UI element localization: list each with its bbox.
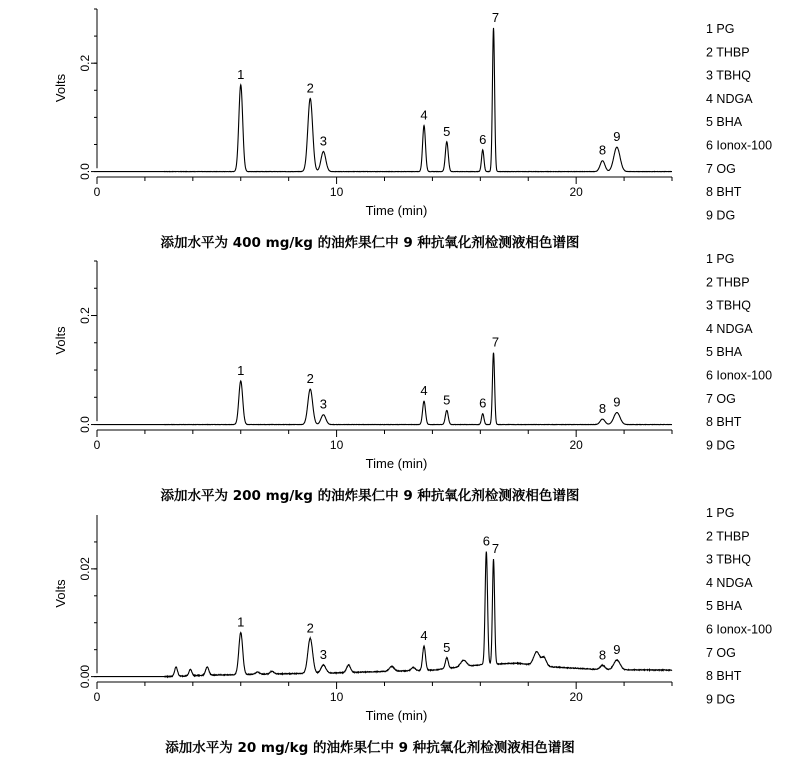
peak-label-9: 9 bbox=[613, 394, 621, 410]
legend-item: 6 Ionox-100 bbox=[706, 368, 773, 383]
legend-item: 2 THBP bbox=[706, 275, 750, 290]
peak-label-1: 1 bbox=[237, 66, 245, 82]
y-tick-label: 0.02 bbox=[78, 557, 93, 581]
legend-item: 2 THBP bbox=[706, 45, 750, 60]
y-tick-label: 0.0 bbox=[78, 163, 93, 180]
x-tick-label: 20 bbox=[569, 438, 583, 452]
y-tick-label: 0.2 bbox=[78, 307, 93, 324]
legend-item: 6 Ionox-100 bbox=[706, 622, 773, 637]
peak-label-3: 3 bbox=[319, 646, 328, 662]
peak-label-6: 6 bbox=[479, 395, 487, 411]
legend-item: 2 THBP bbox=[706, 529, 750, 544]
peak-label-2: 2 bbox=[306, 371, 314, 387]
chromatogram-panel-3 bbox=[53, 506, 772, 756]
peak-label-3: 3 bbox=[319, 133, 328, 149]
legend-item: 9 DG bbox=[706, 438, 736, 453]
peak-label-6: 6 bbox=[479, 131, 487, 147]
y-axis-label: Volts bbox=[53, 326, 68, 355]
chart-caption: 添加水平为 400 mg/kg 的油炸果仁中 9 种抗氧化剂检测液相色谱图 bbox=[160, 235, 580, 251]
peak-label-8: 8 bbox=[598, 401, 607, 417]
legend-item: 8 BHT bbox=[706, 185, 742, 200]
legend-item: 1 PG bbox=[706, 22, 735, 36]
peak-label-2: 2 bbox=[306, 80, 314, 96]
legend-item: 5 BHA bbox=[706, 115, 743, 130]
legend-item: 5 BHA bbox=[706, 345, 743, 360]
peak-label-5: 5 bbox=[443, 392, 451, 408]
legend-3 bbox=[706, 506, 772, 706]
legend-item: 7 OG bbox=[706, 161, 736, 176]
peak-label-3: 3 bbox=[319, 396, 328, 412]
peak-label-7: 7 bbox=[491, 9, 500, 25]
x-tick-label: 20 bbox=[569, 690, 583, 704]
legend-1 bbox=[706, 22, 772, 222]
x-tick-label: 10 bbox=[329, 690, 344, 704]
legend-item: 3 TBHQ bbox=[706, 68, 751, 83]
x-tick-label: 10 bbox=[329, 438, 344, 452]
peak-label-5: 5 bbox=[443, 123, 451, 139]
y-axis-label: Volts bbox=[53, 579, 68, 608]
legend-item: 1 PG bbox=[706, 252, 735, 266]
legend-item: 9 DG bbox=[706, 208, 736, 223]
x-axis-label: Time (min) bbox=[365, 708, 428, 723]
legend-item: 6 Ionox-100 bbox=[706, 138, 773, 153]
x-tick-label: 20 bbox=[569, 185, 583, 199]
peak-label-9: 9 bbox=[613, 129, 621, 145]
peak-label-1: 1 bbox=[237, 362, 245, 378]
chromatogram-trace-2 bbox=[97, 353, 672, 425]
chart-caption: 添加水平为 20 mg/kg 的油炸果仁中 9 种抗氧化剂检测液相色谱图 bbox=[165, 740, 575, 756]
legend-item: 7 OG bbox=[706, 645, 736, 660]
peak-label-1: 1 bbox=[237, 614, 245, 630]
chromatogram-panel-1 bbox=[53, 9, 772, 251]
x-axis-label: Time (min) bbox=[365, 203, 428, 218]
chart-caption: 添加水平为 200 mg/kg 的油炸果仁中 9 种抗氧化剂检测液相色谱图 bbox=[160, 488, 580, 504]
legend-item: 7 OG bbox=[706, 391, 736, 406]
legend-item: 4 NDGA bbox=[706, 321, 753, 336]
peak-label-7: 7 bbox=[491, 334, 500, 350]
y-tick-label: 0.0 bbox=[78, 416, 93, 433]
peak-label-2: 2 bbox=[306, 620, 314, 636]
peak-label-9: 9 bbox=[613, 642, 621, 658]
legend-item: 3 TBHQ bbox=[706, 552, 751, 567]
peak-label-4: 4 bbox=[420, 107, 428, 123]
peak-label-4: 4 bbox=[420, 383, 428, 399]
chromatogram-panel-2 bbox=[53, 252, 772, 504]
legend-item: 5 BHA bbox=[706, 599, 743, 614]
chromatogram-trace-1 bbox=[97, 28, 672, 172]
peak-label-5: 5 bbox=[443, 639, 451, 655]
peak-label-7: 7 bbox=[491, 541, 500, 557]
y-tick-label: 0.00 bbox=[78, 664, 93, 689]
legend-item: 4 NDGA bbox=[706, 575, 753, 590]
x-tick-label: 10 bbox=[329, 185, 344, 199]
x-tick-label: 0 bbox=[93, 438, 101, 452]
y-axis-label: Volts bbox=[53, 73, 68, 103]
legend-item: 3 TBHQ bbox=[706, 298, 751, 313]
legend-item: 8 BHT bbox=[706, 415, 742, 430]
peak-label-8: 8 bbox=[598, 647, 607, 663]
x-axis-label: Time (min) bbox=[365, 456, 428, 471]
legend-item: 9 DG bbox=[706, 692, 736, 707]
peak-label-6: 6 bbox=[482, 533, 490, 549]
legend-item: 4 NDGA bbox=[706, 91, 753, 106]
legend-2 bbox=[706, 252, 772, 452]
chromatogram-trace-3 bbox=[97, 552, 672, 677]
legend-item: 8 BHT bbox=[706, 669, 742, 684]
y-tick-label: 0.2 bbox=[78, 54, 93, 72]
x-tick-label: 0 bbox=[93, 185, 101, 199]
peak-label-8: 8 bbox=[598, 142, 607, 158]
legend-item: 1 PG bbox=[706, 506, 735, 520]
x-tick-label: 0 bbox=[93, 690, 101, 704]
peak-label-4: 4 bbox=[420, 628, 428, 644]
